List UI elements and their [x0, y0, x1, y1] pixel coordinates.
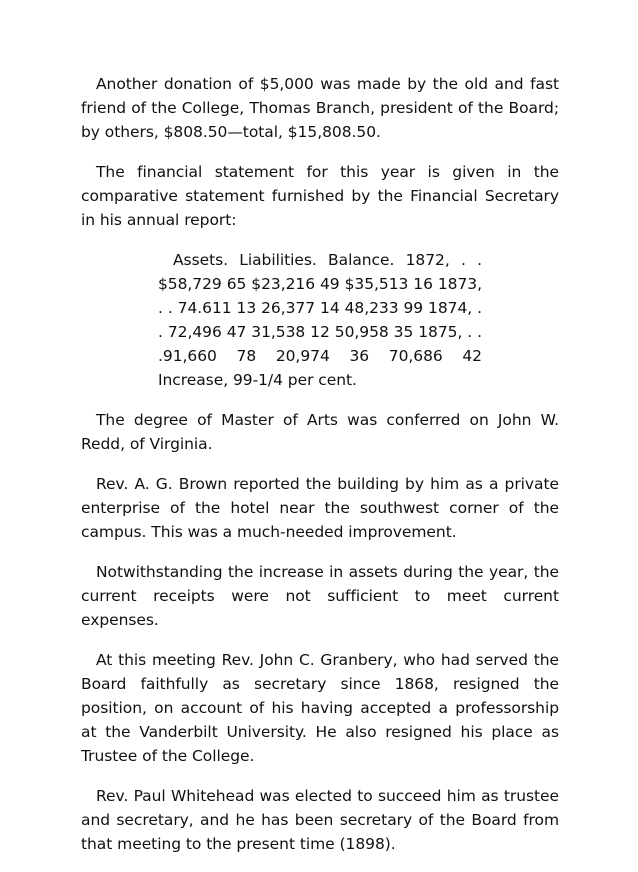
- document-page: [81, 72, 559, 872]
- paragraph-whitehead-elected: Rev. Paul Whitehead was elected to succeed him as trustee and secretary, and he has been secretary of the Board from that meeting to the present time (1898).: [81, 787, 559, 853]
- paragraph-receipts: Notwithstanding the increase in assets during the year, the current receipts were not sufficient to meet current expenses.: [81, 563, 559, 629]
- paragraph-master-of-arts: The degree of Master of Arts was conferred on John W. Redd, of Virginia.: [81, 411, 559, 453]
- financial-statement-table: Assets. Liabilities. Balance. 1872, . . $58,729 65 $23,216 49 $35,513 16 1873, . . 74.611 13 26,377 14 48,233 99 1874, . . 72,496 47 31,538 12 50,958 35 1875, . . .91,660 78 20,974 36 70,686 42 Increase, 99-1/4 per cent.: [158, 251, 482, 389]
- paragraph-hotel-report: Rev. A. G. Brown reported the building by him as a private enterprise of the hotel near the southwest corner of the campus. This was a much-needed improvement.: [81, 475, 559, 541]
- paragraph-granbery-resignation: At this meeting Rev. John C. Granbery, who had served the Board faithfully as secretary since 1868, resigned the position, on account of his having accepted a professorship at the Vanderbilt University. He also resigned his place as Trustee of the College.: [81, 651, 559, 765]
- paragraph-financial-statement-intro: The financial statement for this year is given in the comparative statement furnished by the Financial Secretary in his annual report:: [81, 163, 559, 229]
- paragraph-donation: Another donation of $5,000 was made by the old and fast friend of the College, Thomas Branch, president of the Board; by others, $808.50—total, $15,808.50.: [81, 75, 559, 141]
